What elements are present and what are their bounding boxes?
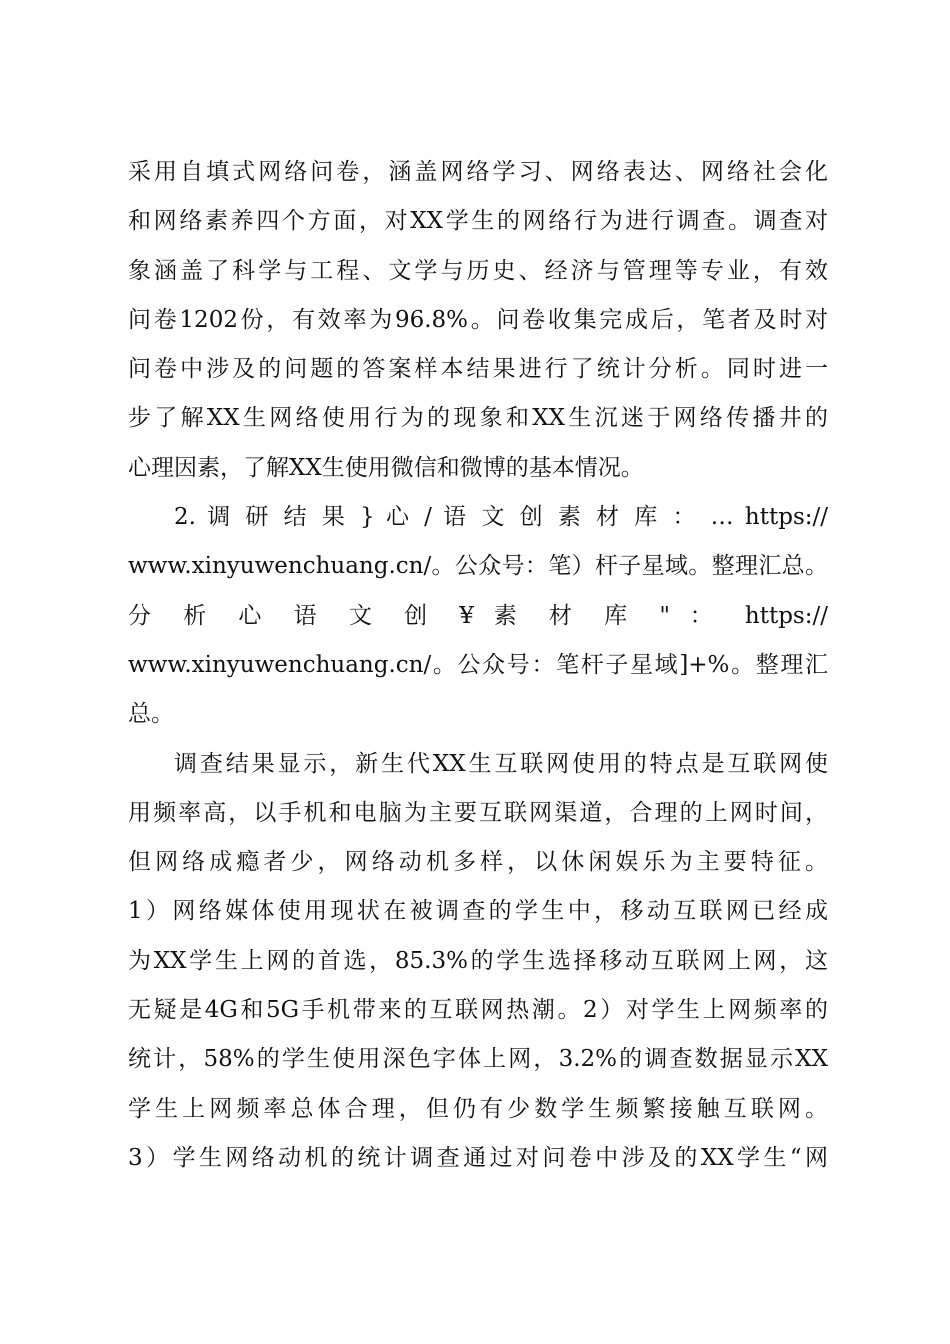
- text-line: 步了解XX生网络使用行为的现象和XX生沉迷于网络传播井的: [128, 405, 828, 432]
- text-line: www.xinyuwenchuang.cn/。公众号：笔）杆子星域。整理汇总。: [128, 553, 828, 580]
- text-line: 1）网络媒体使用现状在被调查的学生中，移动互联网已经成: [128, 898, 828, 925]
- text-line: www.xinyuwenchuang.cn/。公众号：笔杆子星域]+%。整理汇: [128, 651, 828, 678]
- text-line: 2. 调 研 结 果 } 心 / 语 文 创 素 材 库 ： … https://: [174, 504, 828, 531]
- text-line: 为XX学生上网的首选，85.3%的学生选择移动互联网上网，这: [128, 947, 828, 974]
- text-line: 分 析 心 语 文 创 ¥ 素 材 库 " ： https://: [128, 602, 828, 629]
- text-line: 调查结果显示，新生代XX生互联网使用的特点是互联网使: [174, 750, 828, 777]
- text-line: 总。: [128, 701, 174, 728]
- text-line: 和网络素养四个方面，对XX学生的网络行为进行调查。调查对: [128, 208, 828, 235]
- text-line: 问卷1202份，有效率为96.8%。问卷收集完成后，笔者及时对: [128, 306, 828, 333]
- text-line: 无疑是4G和5G手机带来的互联网热潮。2）对学生上网频率的: [128, 997, 828, 1024]
- text-line: 问卷中涉及的问题的答案样本结果进行了统计分析。同时进一: [128, 356, 828, 383]
- body-text: [128, 148, 828, 1183]
- text-line: 用频率高，以手机和电脑为主要互联网渠道，合理的上网时间，: [128, 799, 828, 826]
- text-line: 但网络成瘾者少，网络动机多样，以休闲娱乐为主要特征。: [128, 849, 828, 876]
- text-line: 统计，58%的学生使用深色字体上网，3.2%的调查数据显示XX: [128, 1046, 828, 1073]
- text-line: 学生上网频率总体合理，但仍有少数学生频繁接触互联网。: [128, 1095, 828, 1122]
- text-line: 采用自填式网络问卷，涵盖网络学习、网络表达、网络社会化: [128, 159, 828, 185]
- text-line: 象涵盖了科学与工程、文学与历史、经济与管理等专业，有效: [128, 257, 828, 284]
- text-line: 3）学生网络动机的统计调查通过对问卷中涉及的XX学生“网: [128, 1144, 828, 1171]
- text-line: 心理因素，了解XX生使用微信和微博的基本情况。: [128, 454, 644, 481]
